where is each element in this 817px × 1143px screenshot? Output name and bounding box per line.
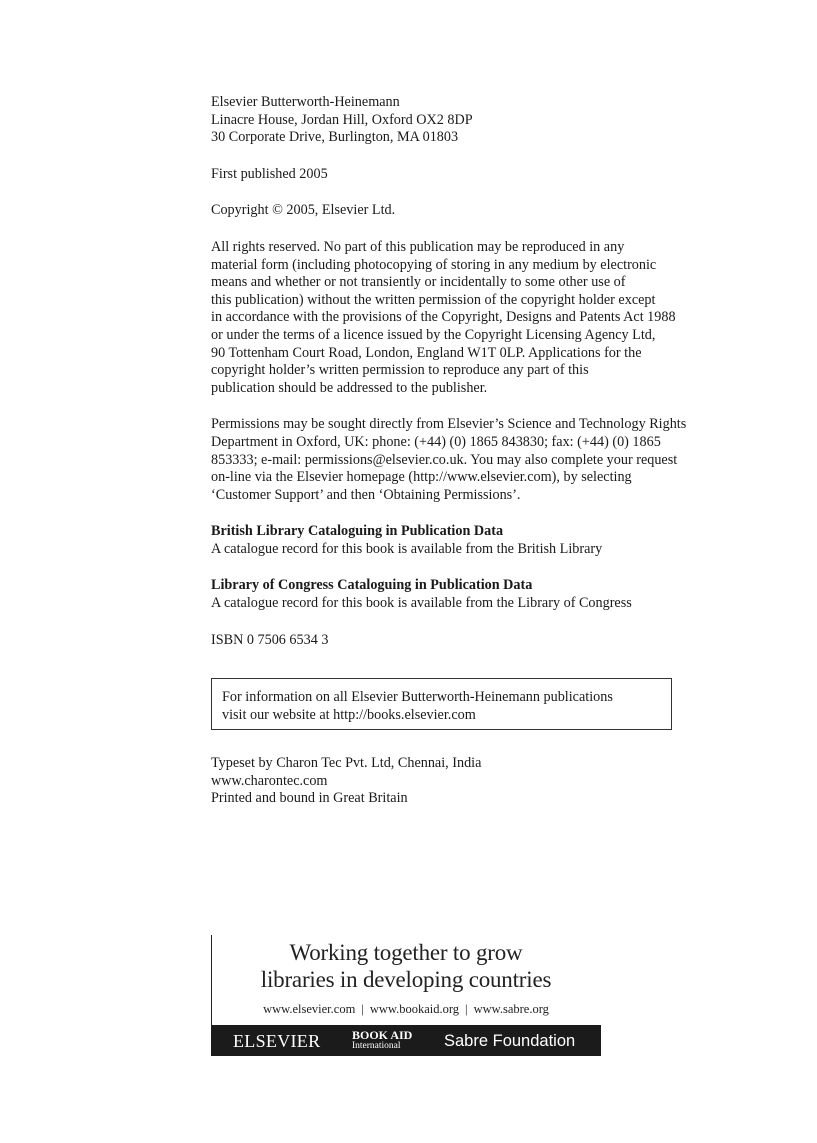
elsevier-logo: ELSEVIER (233, 1031, 321, 1051)
copyright-page-text (211, 94, 771, 649)
rights-line: means and whether or not transiently or incidentally to some other use of (211, 274, 626, 291)
british-library-section (211, 523, 771, 558)
rights-line: this publication) without the written permission of the copyright holder except (211, 291, 656, 308)
library-of-congress-text: A catalogue record for this book is available from the Library of Congress (211, 595, 632, 612)
address-line: Linacre House, Jordan Hill, Oxford OX2 8DP (211, 111, 473, 128)
banner-tagline-2: libraries in developing countries (260, 967, 552, 992)
typeset-line: www.charontec.com (211, 772, 328, 789)
rights-line: All rights reserved. No part of this publication may be reproduced in any (211, 238, 625, 255)
permissions-line: ‘Customer Support’ and then ‘Obtaining Permissions’. (211, 486, 521, 503)
permissions-line: Permissions may be sought directly from Elsevier’s Science and Technology Rights (211, 416, 687, 433)
libraries-banner (211, 935, 601, 1056)
publisher-address (211, 94, 771, 147)
website-info-box (211, 678, 672, 730)
typeset-line: Printed and bound in Great Britain (211, 790, 408, 807)
permissions-paragraph (211, 416, 771, 504)
permissions-line: on-line via the Elsevier homepage (http://www.elsevier.com), by selecting (211, 469, 632, 486)
rights-line: in accordance with the provisions of the Copyright, Designs and Patents Act 1988 (211, 309, 676, 326)
rights-line: or under the terms of a licence issued by the Copyright Licensing Agency Ltd, (211, 326, 656, 343)
banner-tagline-1: Working together to grow (289, 940, 523, 965)
rights-paragraph (211, 239, 771, 397)
copyright-notice: Copyright © 2005, Elsevier Ltd. (211, 202, 396, 219)
url-elsevier: www.elsevier.com (263, 1002, 356, 1016)
address-line: 30 Corporate Drive, Burlington, MA 01803 (211, 129, 459, 146)
info-box-line: visit our website at http://books.elsevier.com (222, 706, 476, 723)
rights-line: 90 Tottenham Court Road, London, England W1T 0LP. Applications for the (211, 344, 642, 361)
sabre-foundation-logo: Sabre Foundation (444, 1032, 576, 1050)
rights-line: publication should be addressed to the publisher. (211, 379, 488, 396)
british-library-heading: British Library Cataloguing in Publication Data (211, 523, 504, 540)
bookaid-logo-top: BOOK AID (352, 1028, 413, 1042)
permissions-line: 853333; e-mail: permissions@elsevier.co.uk. You may also complete your request (211, 451, 678, 468)
typeset-credits (211, 755, 481, 808)
rights-line: copyright holder’s written permission to reproduce any part of this (211, 362, 589, 379)
british-library-text: A catalogue record for this book is available from the British Library (211, 540, 603, 557)
permissions-line: Department in Oxford, UK: phone: (+44) (0) 1865 843830; fax: (+44) (0) 1865 (211, 433, 661, 450)
library-of-congress-heading: Library of Congress Cataloguing in Publication Data (211, 577, 533, 594)
rights-line: material form (including photocopying of storing in any medium by electronic (211, 256, 657, 273)
url-separator: | (361, 1002, 364, 1016)
address-line: Elsevier Butterworth-Heinemann (211, 94, 400, 110)
banner-urls (211, 1002, 601, 1017)
banner-logo-bar (211, 1025, 601, 1056)
url-sabre: www.sabre.org (473, 1002, 549, 1016)
typeset-line: Typeset by Charon Tec Pvt. Ltd, Chennai, India (211, 755, 482, 771)
url-bookaid: www.bookaid.org (369, 1002, 460, 1016)
info-box-line: For information on all Elsevier Butterworth-Heinemann publications (222, 689, 613, 705)
bookaid-logo-bottom: International (352, 1041, 401, 1051)
library-of-congress-section (211, 577, 771, 612)
isbn: ISBN 0 7506 6534 3 (211, 631, 329, 648)
first-published: First published 2005 (211, 165, 328, 182)
url-separator: | (465, 1002, 468, 1016)
